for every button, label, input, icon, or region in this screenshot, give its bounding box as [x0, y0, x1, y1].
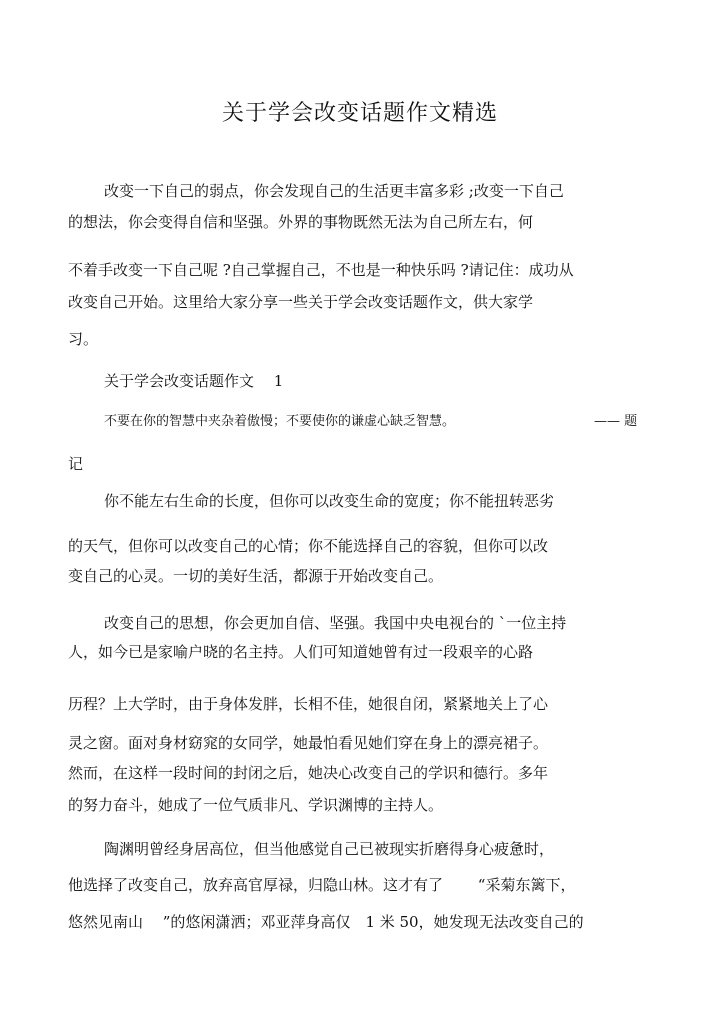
- paragraph-line: 改变自己的思想，你会更加自信、坚强。我国中央电视台的 `一位主持: [104, 614, 567, 632]
- section-heading: 关于学会改变话题作文 1: [104, 372, 284, 390]
- paragraph-line: 改变一下自己的弱点，你会发现自己的生活更丰富多彩 ;改变一下自己: [104, 182, 564, 200]
- epigraph-attribution-end: 记: [68, 455, 84, 473]
- paragraph-line: 你不能左右生命的长度，但你可以改变生命的宽度；你不能扭转恶劣: [104, 492, 555, 510]
- paragraph-line: 变自己的心灵。一切的美好生活，都源于开始改变自己。: [68, 567, 444, 585]
- paragraph-line: 的想法，你会变得自信和坚强。外界的事物既然无法为自己所左右，何: [68, 213, 534, 231]
- paragraph-line: 他选择了改变自己，放弃高官厚禄，归隐山林。这才有了 “采菊东篱下，: [68, 876, 576, 894]
- paragraph-line: 改变自己开始。这里给大家分享一些关于学会改变话题作文，供大家学: [68, 293, 534, 311]
- paragraph-line: 然而，在这样一段时间的封闭之后，她决心改变自己的学识和德行。多年: [68, 764, 549, 782]
- paragraph-line: 人，如今已是家喻户晓的名主持。人们可知道她曾有过一段艰辛的心路: [68, 643, 534, 661]
- paragraph-line: 习。: [68, 330, 99, 348]
- page-title: 关于学会改变话题作文精选: [221, 101, 498, 126]
- paragraph-line: 灵之窗。面对身材窈窕的女同学，她最怕看见她们穿在身上的漂亮裙子。: [68, 734, 549, 752]
- paragraph-line: 历程？上大学时，由于身体发胖，长相不佳，她很自闭，紧紧地关上了心: [68, 695, 549, 713]
- paragraph-line: 不着手改变一下自己呢 ?自己掌握自己，不也是一种快乐吗 ?请记住：成功从: [68, 261, 574, 279]
- paragraph-line: 悠然见南山 ”的悠闲潇洒；邓亚萍身高仅 1 米 50，她发现无法改变自己的: [68, 913, 584, 931]
- paragraph-line: 的努力奋斗，她成了一位气质非凡、学识渊博的主持人。: [68, 796, 444, 814]
- paragraph-line: 的天气，但你可以改变自己的心情；你不能选择自己的容貌，但你可以改: [68, 537, 549, 555]
- epigraph-attribution: —— 题: [594, 414, 638, 429]
- epigraph: 不要在你的智慧中夹杂着傲慢；不要使你的谦虚心缺乏智慧。: [104, 414, 456, 429]
- paragraph-line: 陶渊明曾经身居高位，但当他感觉自己已被现实折磨得身心疲惫时，: [104, 840, 555, 858]
